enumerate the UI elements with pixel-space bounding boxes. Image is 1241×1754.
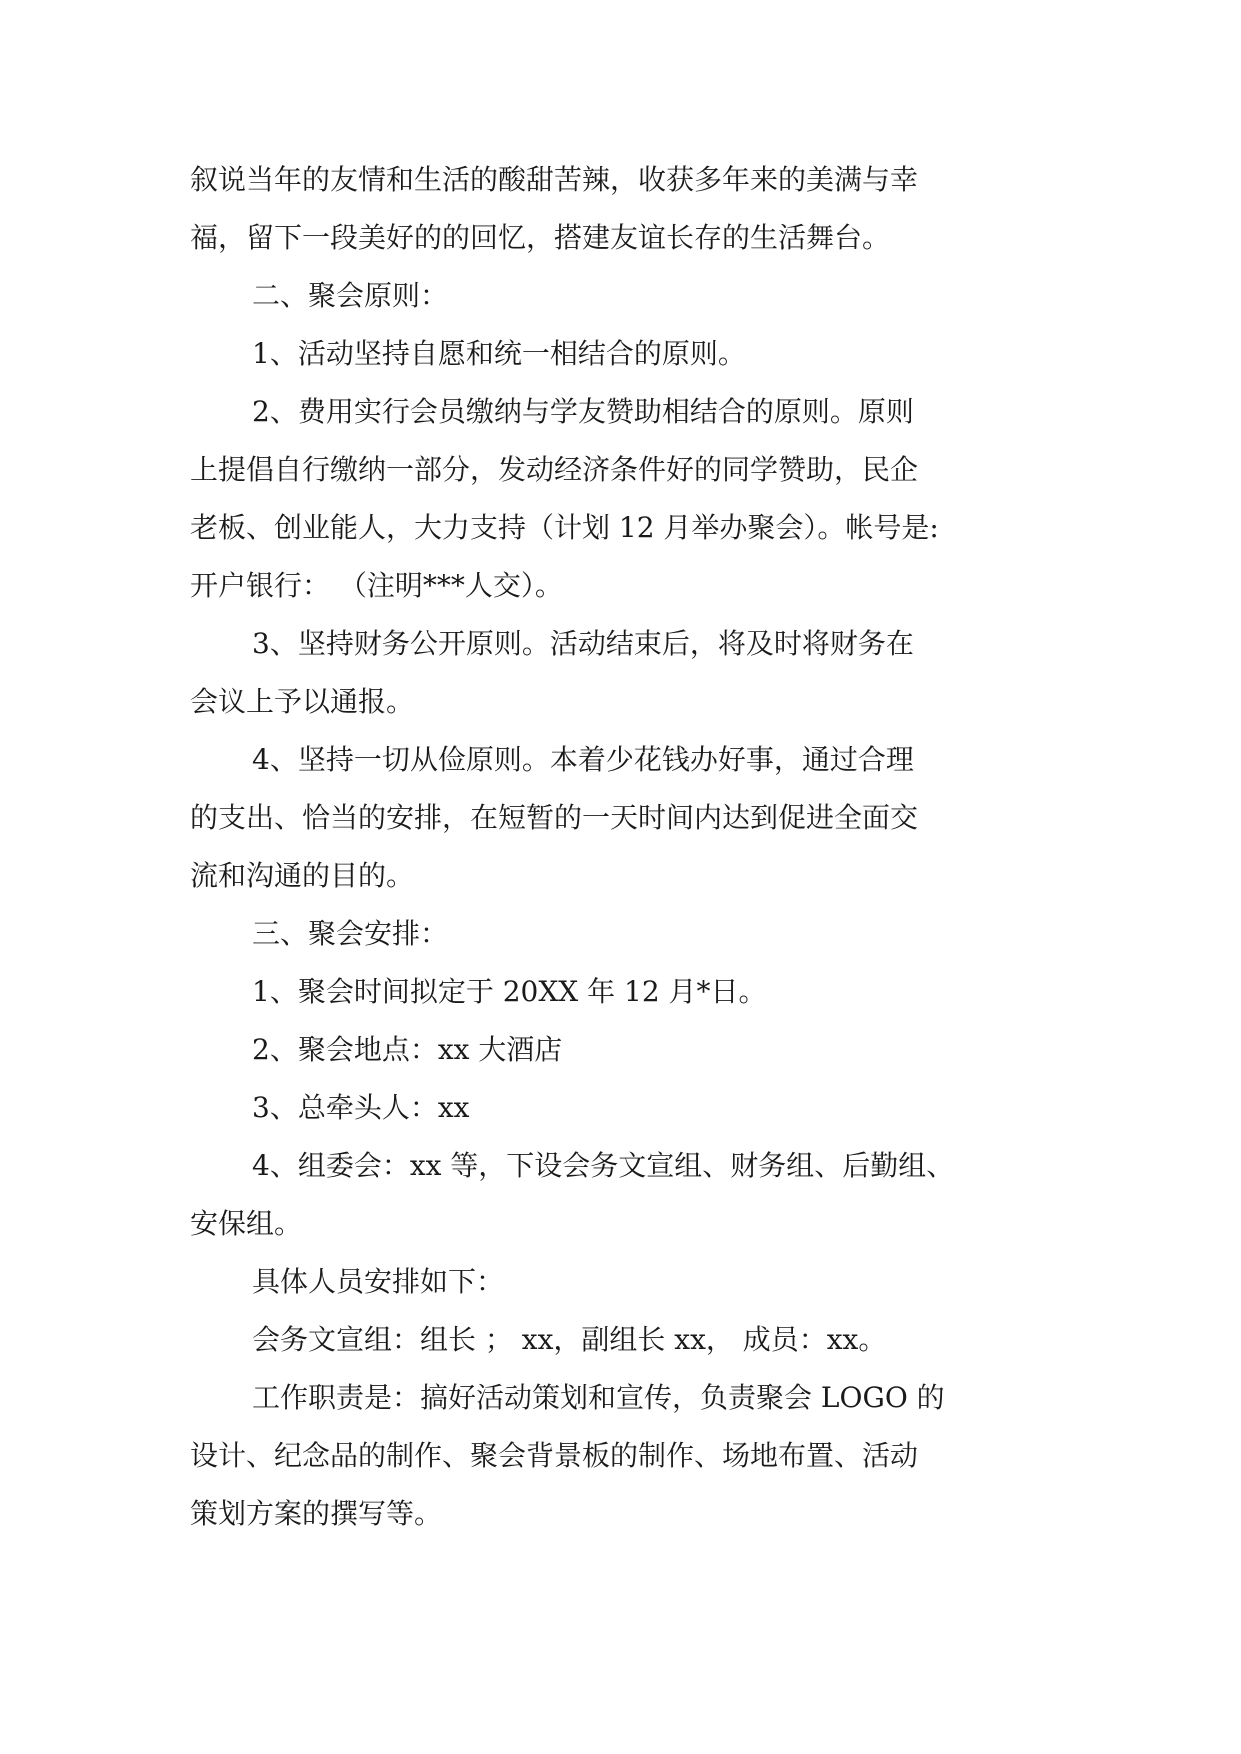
- text-line: 流和沟通的目的。: [190, 859, 415, 892]
- text-line: 老板、创业能人，大力支持（计划 12 月举办聚会）。帐号是:: [190, 511, 939, 544]
- text-line: 会务文宣组：组长 ； xx，副组长 xx， 成员：xx。: [252, 1323, 887, 1356]
- text-line: 策划方案的撰写等。: [190, 1497, 443, 1530]
- text-line: 4、组委会：xx 等，下设会务文宣组、财务组、后勤组、: [252, 1149, 955, 1182]
- text-line: 会议上予以通报。: [190, 685, 415, 718]
- text-line: 福，留下一段美好的的回忆，搭建友谊长存的生活舞台。: [190, 221, 891, 254]
- text-line: 设计、纪念品的制作、聚会背景板的制作、场地布置、活动: [190, 1439, 919, 1472]
- text-line: 上提倡自行缴纳一部分，发动经济条件好的同学赞助，民企: [190, 453, 919, 486]
- text-line: 2、聚会地点：xx 大酒店: [252, 1033, 563, 1066]
- text-line: 的支出、恰当的安排，在短暂的一天时间内达到促进全面交: [190, 801, 919, 834]
- section-heading: 二、聚会原则：: [252, 279, 449, 312]
- text-line: 具体人员安排如下：: [252, 1265, 505, 1298]
- text-line: 工作职责是：搞好活动策划和宣传，负责聚会 LOGO 的: [252, 1381, 945, 1414]
- text-line: 2、费用实行会员缴纳与学友赞助相结合的原则。原则: [252, 395, 914, 428]
- text-line: 安保组。: [190, 1207, 303, 1240]
- text-line: 开户银行： （注明***人交）。: [190, 569, 563, 602]
- text-line: 1、活动坚持自愿和统一相结合的原则。: [252, 337, 746, 370]
- text-line: 叙说当年的友情和生活的酸甜苦辣，收获多年来的美满与幸: [190, 163, 919, 196]
- text-line: 1、聚会时间拟定于 20XX 年 12 月*日。: [252, 975, 767, 1008]
- text-line: 3、坚持财务公开原则。活动结束后，将及时将财务在: [252, 627, 914, 660]
- text-line: 3、总牵头人：xx: [252, 1091, 470, 1124]
- section-heading: 三、聚会安排：: [252, 917, 449, 950]
- text-line: 4、坚持一切从俭原则。本着少花钱办好事，通过合理: [252, 743, 914, 776]
